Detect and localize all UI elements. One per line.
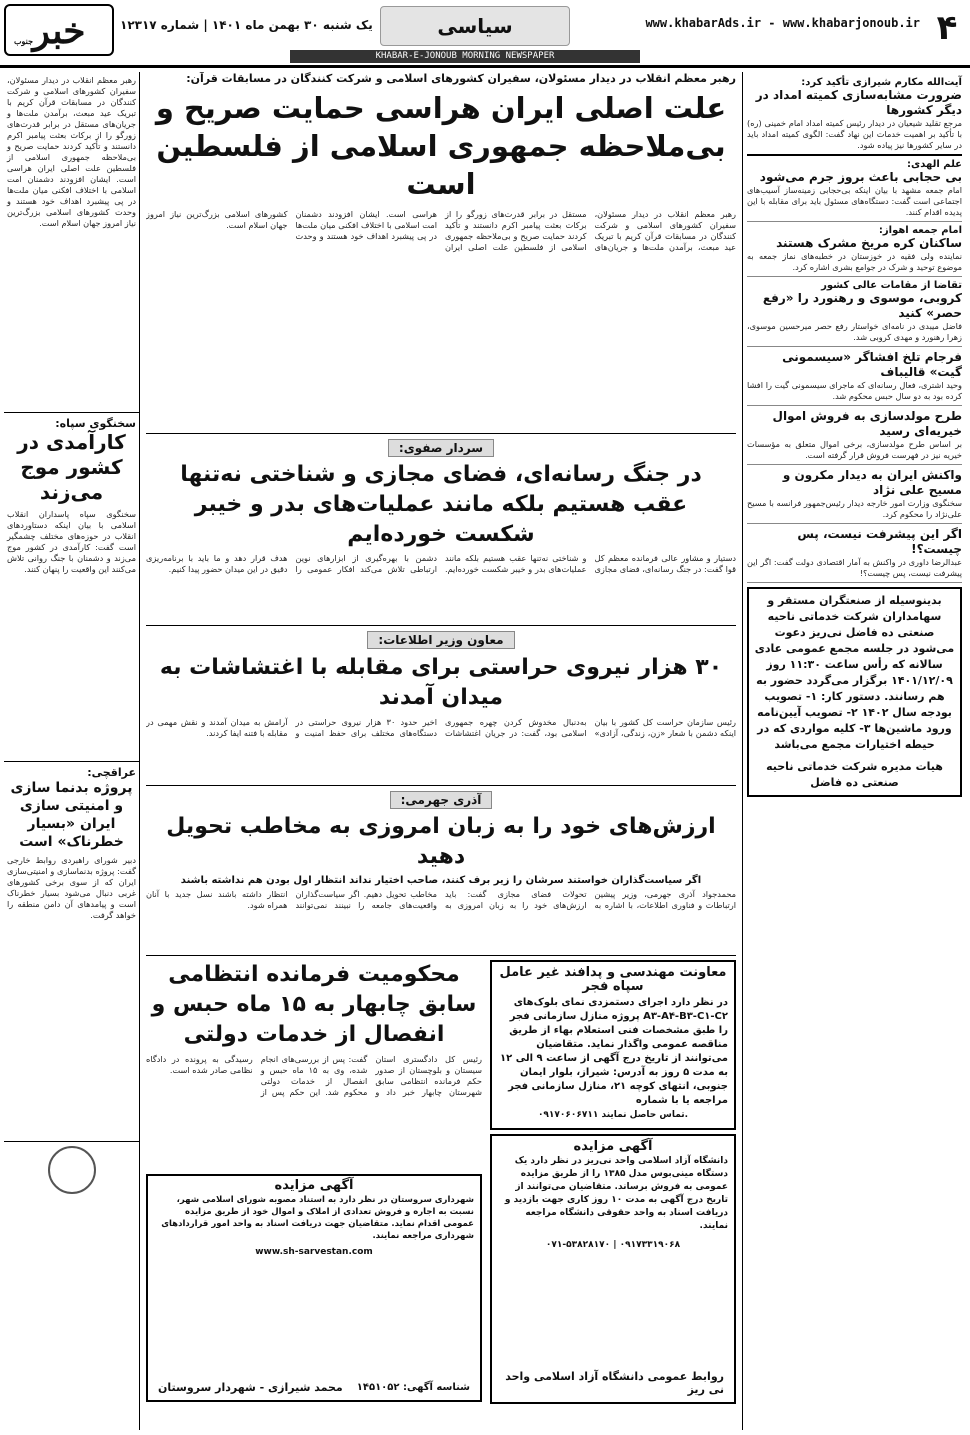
shareholders-ad-text: بدینوسیله از صنعتگران مستقر و سهامداران شرکت خدماتی ناحیه صنعتی ده فاضل نی‌ریز دعوت می‌شود در جلسه مجمع عمومی عادی سالانه که رأس ساعت ۱۱:۳۰ روز ۱۴۰۱/۱۲/۰۹ برگزار می‌گردد حضور به هم رسانند. دستور کار: ۱- تصویب بودجه سال ۱۴۰۲ ۲- تصویب آیین‌نامه ورود ماشین‌ها ۳- کلیه مواردی که در حیطه اختیارات مجمع می‌باشد [754,594,955,751]
right-news-body: بر اساس طرح مولدسازی، برخی اموال متعلق به مؤسسات خیریه نیز در فهرست فروش قرار گرفته است. [747,439,962,460]
notices-right [490,960,736,1404]
araghchi-item [4,762,139,1142]
university-auction-footer: روابط عمومی دانشگاه آزاد اسلامی واحد نی ریز [505,1370,724,1396]
right-news-title: بی حجابی باعث بروز جرم می‌شود [759,170,962,184]
story-security-headline: ۳۰ هزار نیروی حراستی برای مقابله با اغتشاشات به میدان آمدند [159,655,723,710]
university-auction-phones: ۰۷۱-۵۳۸۲۸۱۷۰ | ۰۹۱۷۳۳۱۹۰۶۸ [545,1240,681,1250]
irgc-kicker: سخنگوی سپاه: [55,417,136,430]
city-auction-body: شهرداری سروستان در نظر دارد به استناد مصوبه شورای اسلامی شهر، نسبت به اجاره و فروش تعدادی از املاک و اموال خود از طریق مزایده عمومی اقدام نماید. متقاضیان جهت دریافت اسناد به واحد امور قراردادهای شهرداری مراجعه نمایند. [161,1195,474,1241]
left-news-column [4,72,140,1430]
right-news-item [747,156,962,222]
page-number: ۴ [936,8,958,48]
right-news-kicker: تقاضا از مقامات عالی کشور [821,280,962,291]
araghchi-body: دبیر شورای راهبردی روابط خارجی گفت: پروژه بدنماسازی و امنیتی‌سازی ایران که از سوی برخی کشورهای غربی دنبال می‌شود بسیار خطرناک است و پیامدهای آن دامن منطقه را خواهد گرفت. [7,855,136,920]
lead-body: رهبر معظم انقلاب در دیدار مسئولان، سفیران کشورهای اسلامی و شرکت کنندگان در مسابقات قرآن کریم با تبریک عید مبعث، برآمدن ملت‌ها و جریان‌های مستقل در برابر قدرت‌های زورگو را از برکات بعثت پیامبر اکرم دانستند و تأکید کردند حمایت صریح و بی‌ملاحظه جمهوری اسلامی از فلسطین علت اصلی ایران هراسی است. ایشان افزودند دشمنان امت اسلامی با اختلاف افکنی میان ملت‌ها در پی پیشبرد اهداف خود هستند و وحدت کشورهای اسلامی بزرگ‌ترین نیاز امروز جهان اسلام است. [146,209,736,252]
story-chabahar-headline: محکومیت فرمانده انتظامی سابق چابهار به ۱۵ ماه حبس و انفصال از خدمات دولتی [151,962,477,1047]
housing-tender-notice [490,960,736,1130]
right-news-item [747,406,962,465]
right-news-item [747,222,962,277]
city-auction-title: آگهی مزایده [274,1178,354,1193]
shareholders-meeting-ad [747,587,962,797]
site-urls: www.khabarAds.ir - www.khabarjonoub.ir [645,16,920,30]
housing-tender-phone: ۰۹۱۷۰۶۰۶۷۱۱ تماس حاصل نمایند. [537,1110,689,1120]
story-jahromi-tag: آذری جهرمی: [390,791,493,809]
story-security-body: رئیس سازمان حراست کل کشور با بیان اینکه دشمن با شعار «زن، زندگی، آزادی» به‌دنبال مخدوش کردن چهره جمهوری اسلامی بود، گفت: در جریان اغتشاشات اخیر حدود ۳۰ هزار نیروی حراستی در دستگاه‌های مختلف برای حفظ امنیت و آرامش به میدان آمدند و نقش مهمی در مقابله با فتنه ایفا کردند. [146,717,736,738]
logo-text: خبر [32,10,86,52]
irgc-spokesman-item [4,412,139,762]
logo-subtitle: جنوب [14,36,34,46]
lead-story [146,72,736,434]
story-security-tag: معاون وزیر اطلاعات: [367,631,514,649]
main-content [146,72,736,1430]
right-news-title: کروبی، موسوی و رهنورد را «رفع حصر» کنید [762,291,962,320]
housing-tender-title: معاونت مهندسی و پدافند غیر عامل سپاه فجر [499,965,727,994]
lead-headline: علت اصلی ایران هراسی حمایت صریح و بی‌ملاحظه جمهوری اسلامی از فلسطین است [155,91,727,201]
right-news-title: واکنش ایران به دیدار مکرون و مسیح علی نژاد [782,468,962,497]
university-auction-notice [490,1134,736,1404]
issue-date: یک شنبه ۳۰ بهمن ماه ۱۴۰۱ | شماره ۱۲۳۱۷ [120,18,373,32]
right-news-item [747,277,962,347]
right-news-item [747,347,962,406]
right-news-body: فاضل میبدی در نامه‌ای خواستار رفع حصر میرحسین موسوی، زهرا رهنورد و مهدی کروبی شد. [747,321,962,342]
lead-kicker: رهبر معظم انقلاب در دیدار مسئولان، سفیران کشورهای اسلامی و شرکت کنندگان در مسابقات قرآن: [186,72,736,85]
right-news-column [742,72,966,1430]
newspaper-logo [4,4,114,56]
section-tab: سیاسی [380,6,570,46]
city-auction-website: www.sh-sarvestan.com [255,1247,373,1257]
right-news-item [747,524,962,583]
lower-block [146,956,736,1426]
right-news-kicker: آیت‌الله مکارم شیرازی تأکید کرد: [801,77,962,88]
right-news-kicker: علم الهدی: [907,159,962,170]
masthead [0,0,970,68]
shareholders-ad-signature: هیات مدیره شرکت خدماتی ناحیه صنعتی ده فاضل [766,760,943,789]
story-chabahar [146,960,482,1170]
right-news-body: سخنگوی وزارت امور خارجه دیدار رئیس‌جمهور فرانسه با مسیح علی‌نژاد را محکوم کرد. [747,498,962,519]
city-auction-ref: شناسه آگهی: ۱۴۵۱۰۵۲ [356,1382,470,1393]
story-safavi-headline: در جنگ رسانه‌ای، فضای مجازی و شناختی نه‌تنها عقب هستیم بلکه مانند عملیات‌های بدر و خیبر شکست خورده‌ایم [180,462,702,547]
right-news-body: امام جمعه مشهد با بیان اینکه بی‌حجابی زمینه‌ساز آسیب‌های اجتماعی است گفت: دستگاه‌های مسئول باید برای مقابله با این پدیده اقدام کنند. [747,185,962,217]
irgc-body: سخنگوی سپاه پاسداران انقلاب اسلامی با بیان اینکه دستاوردهای انقلاب در حوزه‌های مختلف چشمگیر است گفت: کارآمدی در کشور موج می‌زند و دشمنان با جنگ روانی تلاش می‌کنند این واقعیت را پنهان کنند. [7,509,136,574]
story-jahromi-body: محمدجواد آذری جهرمی، وزیر پیشین ارتباطات و فناوری اطلاعات، با اشاره به تحولات فضای مجازی گفت: باید ارزش‌های خود را به زبان امروزی به مخاطب تحویل دهیم. اگر سیاست‌گذاران واقعیت‌های جامعه را نبینند نمی‌توانند انتظار داشته باشند نسل جدید با آنان همراه شود. [146,889,736,910]
right-news-kicker: امام جمعه اهواز: [878,225,962,236]
story-security [146,626,736,786]
story-jahromi [146,786,736,956]
right-news-title: اگر این پیشرفت نیست، پس چیست؟! [797,527,962,556]
university-auction-body: دانشگاه آزاد اسلامی واحد نی‌ریز در نظر دارد یک دستگاه مینی‌بوس مدل ۱۳۸۵ را از طریق مزایده عمومی به فروش برساند. متقاضیان می‌توانند از تاریخ درج آگهی به مدت ۱۰ روز کاری جهت بازدید و دریافت اسناد به واحد حقوقی دانشگاه مراجعه نمایند. [504,1156,728,1231]
right-news-item [747,465,962,524]
araghchi-kicker: عراقچی: [87,766,136,779]
story-jahromi-headline: ارزش‌های خود را به زبان امروزی به مخاطب تحویل دهید [166,814,716,869]
city-emblem [48,1146,96,1194]
story-safavi-body: دستیار و مشاور عالی فرمانده معظم کل قوا گفت: در جنگ رسانه‌ای، فضای مجازی و شناختی نه‌تنها عقب هستیم بلکه مانند عملیات‌های بدر و خیبر شکست خورده‌ایم. دشمن با بهره‌گیری از ابزارهای نوین ارتباطی تلاش می‌کند افکار عمومی را هدف قرار دهد و ما باید با برنامه‌ریزی دقیق در این میدان حضور پیدا کنیم. [146,553,736,574]
right-news-title: ساکنان کره مریخ مشرک هستند [776,236,962,250]
right-news-item [747,74,962,156]
city-auction-notice [146,1174,482,1402]
araghchi-title: پروژه بدنما سازی و امنیتی سازی ایران «بسیار خطرناک» است [10,780,133,850]
right-news-body: عبدالرضا داوری در واکنش به آمار اقتصادی دولت گفت: اگر این پیشرفت نیست، پس چیست؟! [747,557,962,578]
right-news-title: فرجام تلخ افشاگر «سیسمونی گیت» قالیباف [782,350,962,379]
right-news-body: مرجع تقلید شیعیان در دیدار رئیس کمیته امداد امام خمینی (ره) با تأکید بر اهمیت خدمات این نهاد گفت: الگوی کمیته امداد باید در سایر کشورها نیز پیاده شود. [747,118,962,150]
right-news-title: ضرورت مشابه‌سازی کمیته امداد در دیگر کشورها [755,88,962,117]
story-safavi-tag: سردار صفوی: [388,439,494,457]
city-auction-signature: محمد شیرازی - شهردار سروستان [158,1381,343,1394]
university-auction-title: آگهی مزایده [573,1139,653,1154]
right-news-body: نماینده ولی فقیه در خوزستان در خطبه‌های نماز جمعه به موضوع توحید و شرک در جوامع بشری اشاره کرد. [747,251,962,272]
irgc-title: کارآمدی در کشور موج می‌زند [17,430,126,504]
right-news-title: طرح مولدسازی به فروش اموال خیریه‌ای رسید [772,409,962,438]
morning-newspaper-bar: KHABAR-E-JONOUB MORNING NEWSPAPER [290,50,640,63]
right-news-body: وحید اشتری، فعال رسانه‌ای که ماجرای سیسمونی گیت را افشا کرده بود به دو سال حبس محکوم شد. [747,380,962,401]
lead-continued-text: رهبر معظم انقلاب در دیدار مسئولان، سفیران کشورهای اسلامی و شرکت کنندگان در مسابقات قرآن کریم با تبریک عید مبعث، برآمدن ملت‌ها و جریان‌های مستقل در برابر قدرت‌های زورگو را از برکات بعثت پیامبر اکرم دانستند و تأکید کردند حمایت صریح و بی‌ملاحظه جمهوری اسلامی از فلسطین علت اصلی ایران هراسی است. ایشان افزودند دشمنان امت اسلامی با اختلاف افکنی میان ملت‌ها در پی پیشبرد اهداف خود هستند و وحدت کشورهای اسلامی بزرگ‌ترین نیاز امروز جهان اسلام است. [7,75,136,228]
housing-tender-body: در نظر دارد اجرای دستمزدی نمای بلوک‌های A۳-A۴-B۳-C۱-C۲ پروژه منازل سازمانی فجر را طبق مشخصات فنی استعلام بهاء از طریق مناقصه عمومی واگذار نماید. متقاضیان می‌توانند از تاریخ درج آگهی از ساعت ۹ الی ۱۲ به مدت ۵ روز به آدرس: شیراز، بلوار ایمان جنوبی، انتهای کوچه ۲۱، منازل سازمانی فجر مراجعه یا با شماره [500,997,728,1106]
story-jahromi-subhead: اگر سیاست‌گذاران خواستند سرشان را زیر برف کنند، صاحب اختیار نداند انتظار اول بودن هم نداشته باشند [180,875,702,886]
story-chabahar-body: رئیس کل دادگستری استان سیستان و بلوچستان از صدور حکم فرمانده انتظامی سابق شهرستان چابهار خبر داد و گفت: پس از بررسی‌های انجام شده، وی به ۱۵ ماه حبس و انفصال از خدمات دولتی محکوم شد. این حکم پس از رسیدگی به پرونده در دادگاه نظامی صادر شده است. [146,1054,482,1097]
story-safavi [146,434,736,626]
